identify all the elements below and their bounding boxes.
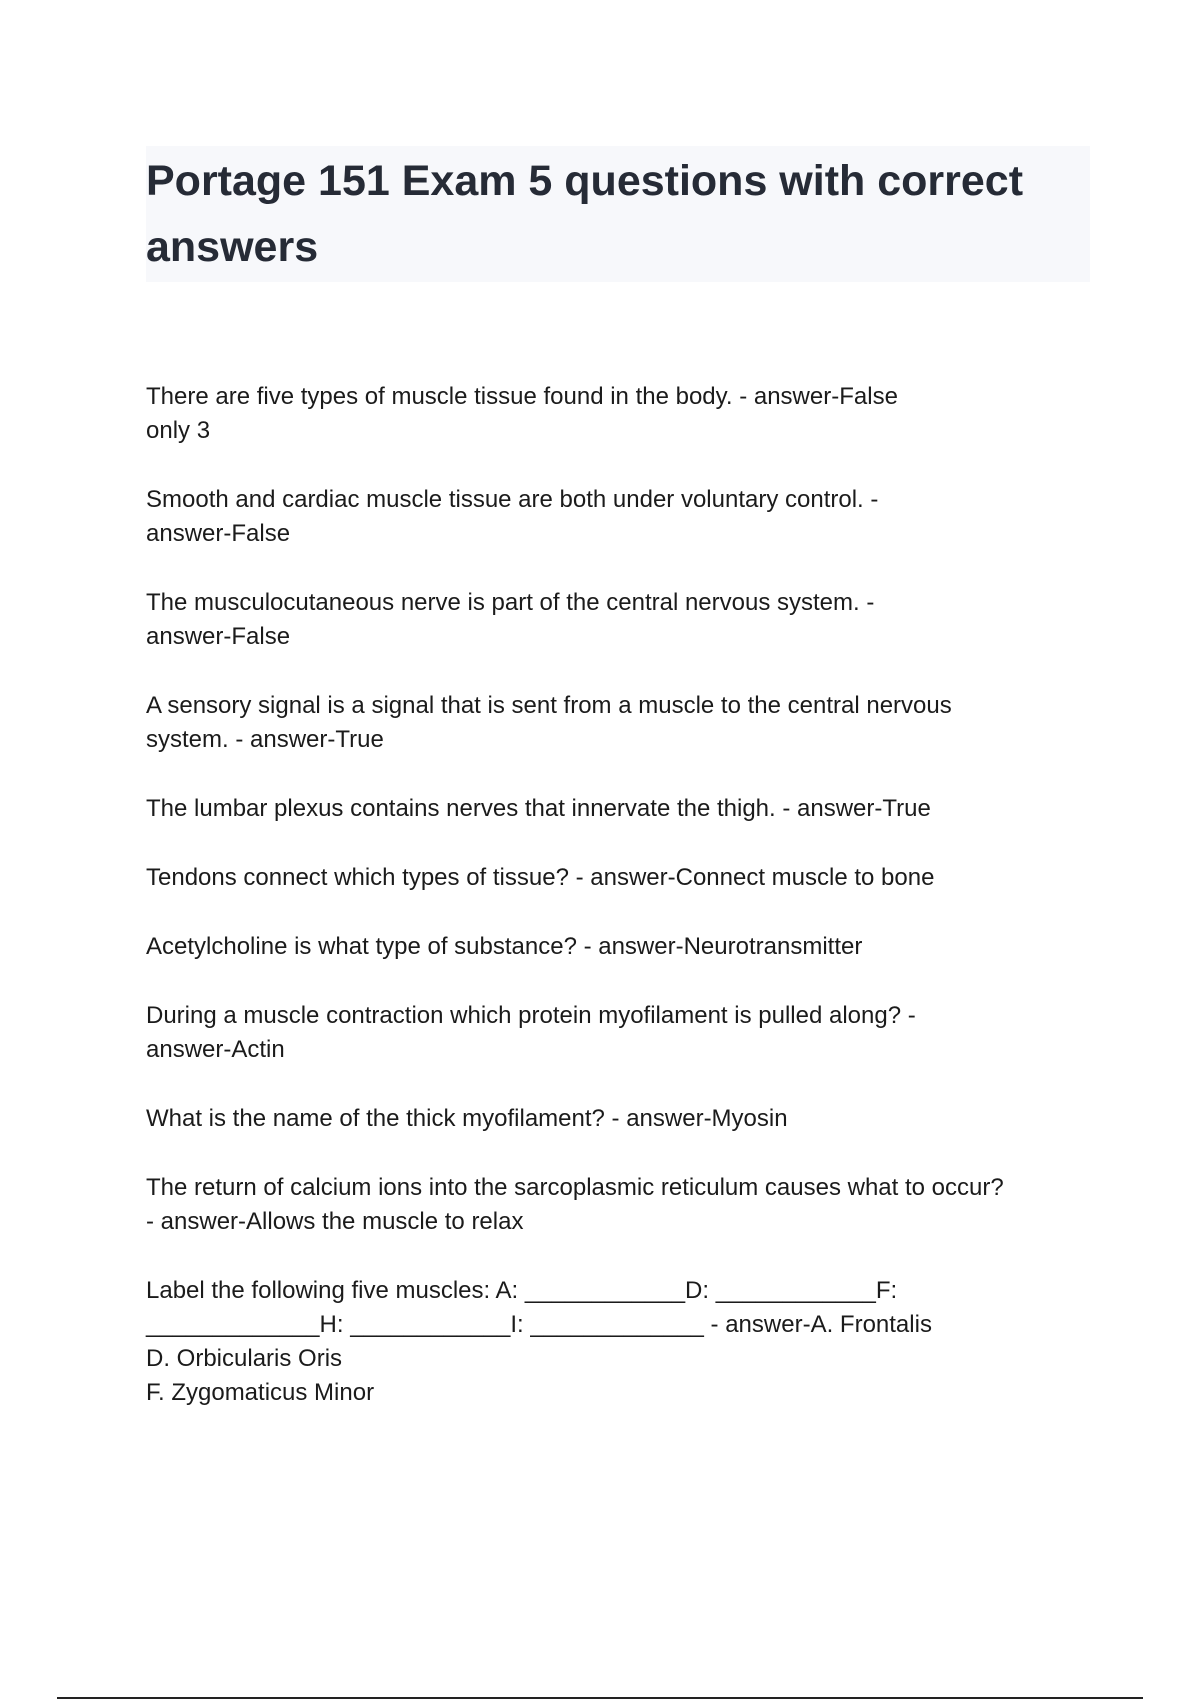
qa-item-11: Label the following five muscles: A: ____________D: ____________F: _____________H: ____________I: _____________ - answer-A. Frontalis D. Orbicularis Oris F. Zygomaticus Minor <box>146 1277 932 1406</box>
qa-item-3: The musculocutaneous nerve is part of the central nervous system. - answer-False <box>146 589 875 650</box>
document-title: Portage 151 Exam 5 questions with correct answers <box>146 157 1024 271</box>
qa-item-7: Acetylcholine is what type of substance? - answer-Neurotransmitter <box>146 933 863 960</box>
qa-item-4: A sensory signal is a signal that is sent from a muscle to the central nervous system. - answer-True <box>146 692 952 753</box>
question-answer-list <box>146 380 1106 1410</box>
qa-item-1: There are five types of muscle tissue found in the body. - answer-False only 3 <box>146 383 898 444</box>
qa-item-8: During a muscle contraction which protein myofilament is pulled along? - answer-Actin <box>146 1002 916 1063</box>
footer-divider <box>57 1697 1143 1699</box>
qa-item-10: The return of calcium ions into the sarcoplasmic reticulum causes what to occur? - answer-Allows the muscle to relax <box>146 1174 1004 1235</box>
title-banner <box>146 146 1090 282</box>
qa-item-5: The lumbar plexus contains nerves that innervate the thigh. - answer-True <box>146 795 931 822</box>
qa-item-9: What is the name of the thick myofilament? - answer-Myosin <box>146 1105 788 1132</box>
qa-item-2: Smooth and cardiac muscle tissue are both under voluntary control. - answer-False <box>146 486 879 547</box>
qa-item-6: Tendons connect which types of tissue? - answer-Connect muscle to bone <box>146 864 935 891</box>
